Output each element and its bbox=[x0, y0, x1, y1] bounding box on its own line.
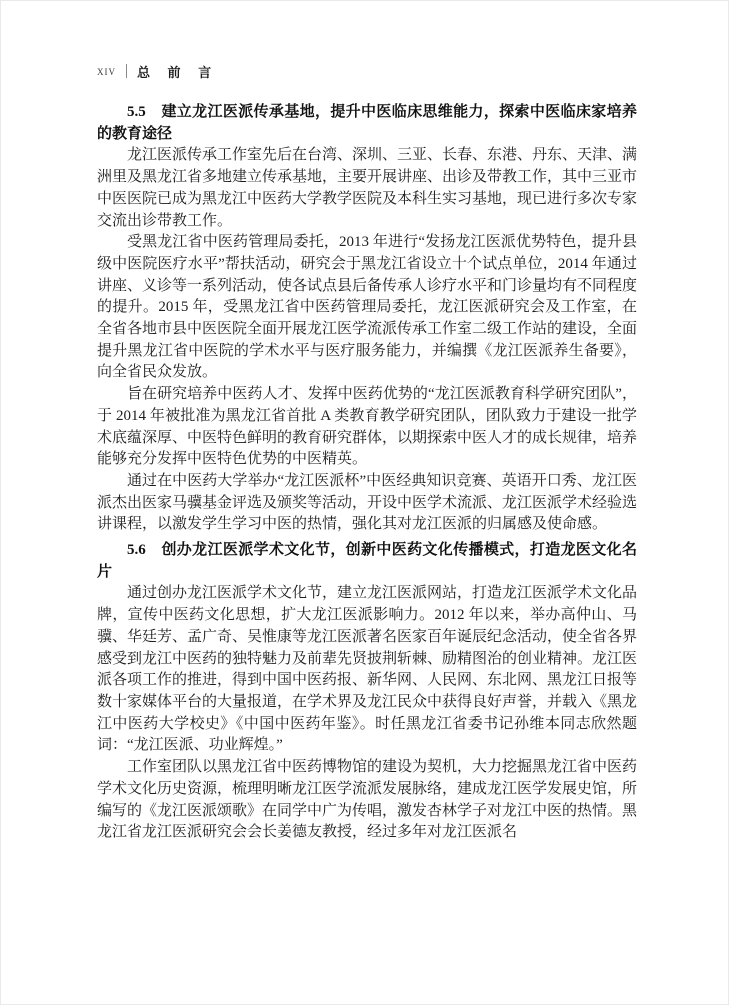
header-divider bbox=[126, 64, 127, 78]
paragraph-5-6-2: 工作室团队以黑龙江省中医药博物馆的建设为契机，大力挖掘黑龙江省中医药学术文化历史资源，梳理明晰龙江医学流派发展脉络，建成龙江医学发展史馆，所编写的《龙江医派颂歌》在同学中广为传唱，激发杏林学子对龙江中医的热情。黑龙江省龙江医派研究会会长姜德友教授，经过多年对龙江医派名 bbox=[97, 759, 638, 841]
section-heading-5-6: 5.6 创办龙江医派学术文化节，创新中医药文化传播模式，打造龙医文化名片 bbox=[97, 542, 637, 580]
paragraph-5-5-4: 通过在中医药大学举办“龙江医派杯”中医经典知识竞赛、英语开口秀、龙江医派杰出医家马骥基金评选及颁奖等活动，开设中医学术流派、龙江医派学术经验选讲课程，以激发学生学习中医的热情，强化其对龙江医派的归属感及使命感。 bbox=[97, 472, 638, 533]
section-heading-5-5: 5.5 建立龙江医派传承基地，提升中医临床思维能力，探索中医临床家培养的教育途径 bbox=[97, 104, 637, 142]
paragraph-5-5-3: 旨在研究培养中医药人才、发挥中医药优势的“龙江医派教育科学研究团队”，于 2014 年被批准为黑龙江省首批 A 类教育教学研究团队，团队致力于建设一批学术底蕴深厚、中医特色鲜明的教育研究群体，以期探索中医人才的成长规律，培养能够充分发挥中医特色优势的中医精英。 bbox=[97, 386, 638, 468]
page-number: xiv bbox=[97, 63, 116, 78]
paragraph-5-5-1: 龙江医派传承工作室先后在台湾、深圳、三亚、长春、东港、丹东、天津、满洲里及黑龙江省多地建立传承基地，主要开展讲座、出诊及带教工作，其中三亚市中医医院已成为黑龙江中医药大学教学医院及本科生实习基地，现已进行多次专家交流出诊带教工作。 bbox=[97, 147, 638, 229]
page-content bbox=[97, 62, 637, 844]
body-text bbox=[97, 102, 637, 844]
running-head bbox=[97, 62, 637, 80]
paragraph-5-6-1: 通过创办龙江医派学术文化节，建立龙江医派网站，打造龙江医派学术文化品牌，宣传中医药文化思想，扩大龙江医派影响力。2012 年以来，举办高仲山、马骥、华廷芳、孟广奇、吴惟康等龙江医派著名医家百年诞辰纪念活动，使全省各界感受到龙江中医药的独特魅力及前辈先贤披荆斩棘、励精图治的创业精神。龙江医派各项工作的推进，得到中国中医药报、新华网、人民网、东北网、黑龙江日报等数十家媒体平台的大量报道，在学术界及龙江民众中获得良好声誉，并载入《黑龙江中医药大学校史》《中国中医药年鉴》。时任黑龙江省委书记孙维本同志欣然题词：“龙江医派、功业辉煌。” bbox=[97, 585, 638, 754]
paragraph-5-5-2: 受黑龙江省中医药管理局委托，2013 年进行“发扬龙江医派优势特色，提升县级中医院医疗水平”帮扶活动，研究会于黑龙江省设立十个试点单位，2014 年通过讲座、义诊等一系列活动，使各试点县后备传承人诊疗水平和门诊量均有不同程度的提升。2015 年，受黑龙江省中医药管理局委托，龙江医派研究会及工作室，在全省各地市县中医医院全面开展龙江医学流派传承工作室二级工作站的建设，全面提升黑龙江省中医院的学术水平与医疗服务能力，并编撰《龙江医派养生备要》，向全省民众发放。 bbox=[97, 234, 638, 381]
running-title: 总 前 言 bbox=[137, 64, 219, 80]
